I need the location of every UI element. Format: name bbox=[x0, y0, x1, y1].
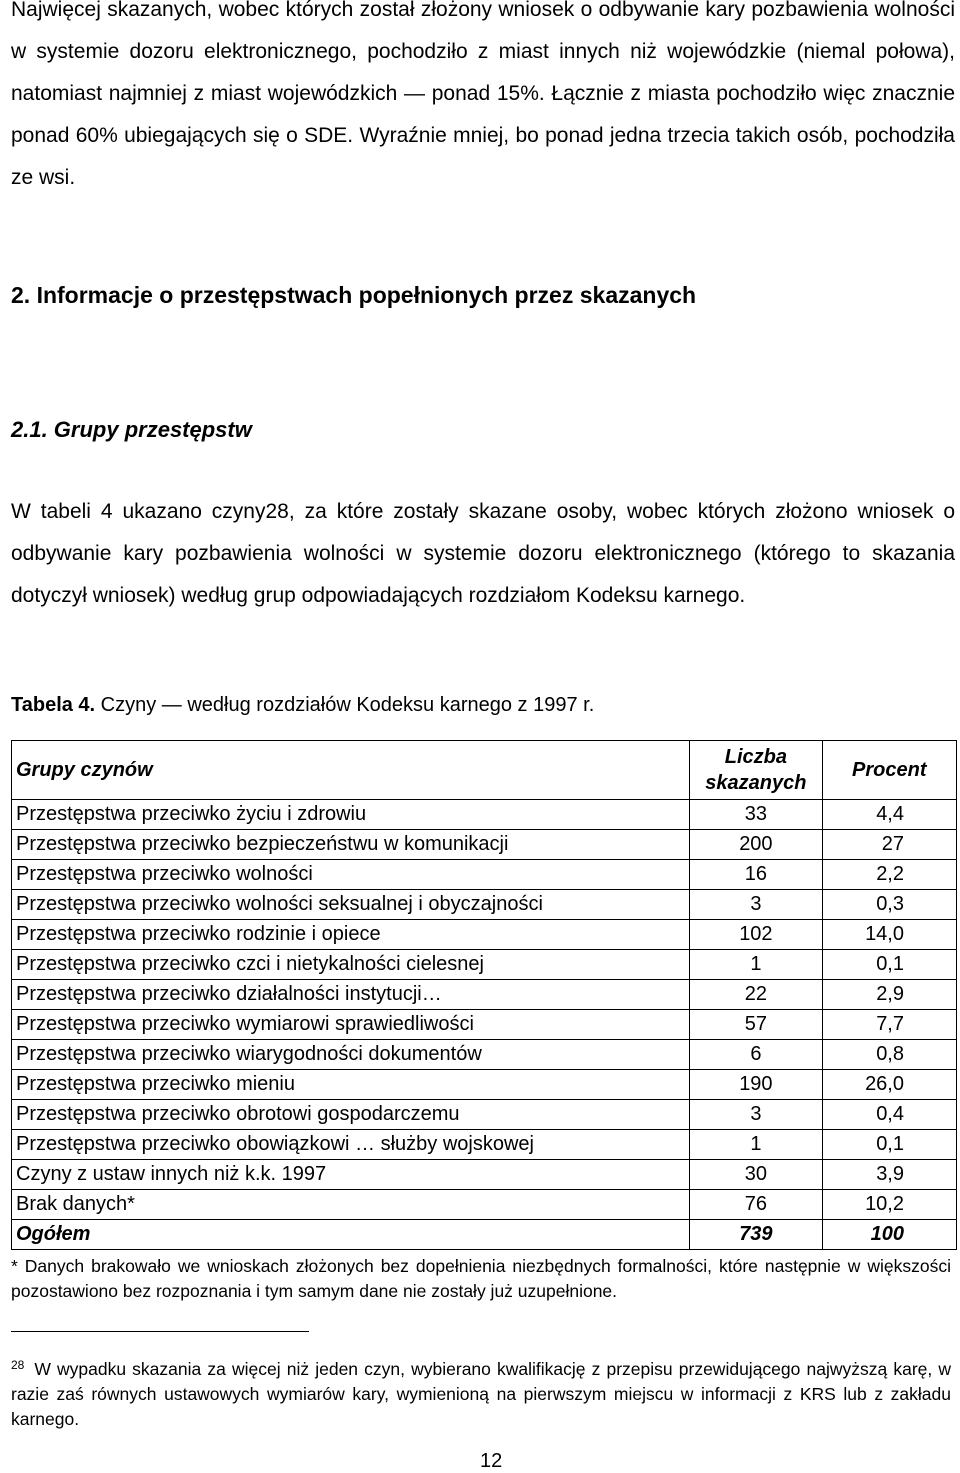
cell-percent: 0,3 bbox=[822, 890, 956, 920]
table-row bbox=[12, 1190, 957, 1220]
cell-count: 33 bbox=[690, 800, 822, 830]
cell-group: Przestępstwa przeciwko życiu i zdrowiu bbox=[12, 800, 690, 830]
table-header-row bbox=[12, 741, 957, 800]
table-row bbox=[12, 950, 957, 980]
cell-group: Przestępstwa przeciwko obrotowi gospodarczemu bbox=[12, 1100, 690, 1130]
header-group: Grupy czynów bbox=[12, 741, 690, 800]
table-note: * Danych brakowało we wnioskach złożonych bez dopełnienia niezbędnych formalności, które następnie w większości pozostawiono bez rozpoznania i tym samym dane nie zostały już uzupełnione. bbox=[11, 1256, 951, 1301]
cell-group: Przestępstwa przeciwko czci i nietykalności cielesnej bbox=[12, 950, 690, 980]
footnote-number: 28 bbox=[11, 1358, 25, 1372]
cell-percent: 3,9 bbox=[822, 1160, 956, 1190]
subsection-heading: 2.1. Grupy przestępstw bbox=[11, 417, 252, 442]
table-row bbox=[12, 1040, 957, 1070]
cell-group: Przestępstwa przeciwko rodzinie i opiece bbox=[12, 920, 690, 950]
cell-group: Ogółem bbox=[12, 1220, 690, 1250]
cell-percent: 0,8 bbox=[822, 1040, 956, 1070]
intro-paragraph: Najwięcej skazanych, wobec których został złożony wniosek o odbywanie kary pozbawienia wolności w systemie dozoru elektronicznego, pochodziło z miast innych niż wojewódzkie (niemal połowa), natomiast najmniej z miast wojewódzkich — ponad 15%. Łącznie z miasta pochodziło więc znacznie ponad 60% ubiegających się o SDE. Wyraźnie mniej, bo ponad jedna trzecia takich osób, pochodziła ze wsi. bbox=[11, 0, 955, 189]
cell-percent: 2,9 bbox=[822, 980, 956, 1010]
table-caption-text: Czyny — według rozdziałów Kodeksu karnego z 1997 r. bbox=[95, 694, 595, 716]
footnote-divider bbox=[11, 1331, 309, 1332]
cell-group: Brak danych* bbox=[12, 1190, 690, 1220]
table-row bbox=[12, 1130, 957, 1160]
cell-percent: 7,7 bbox=[822, 1010, 956, 1040]
cell-count: 30 bbox=[690, 1160, 822, 1190]
table-row bbox=[12, 980, 957, 1010]
footnote bbox=[11, 1357, 951, 1432]
table-row bbox=[12, 1010, 957, 1040]
cell-count: 76 bbox=[690, 1190, 822, 1220]
cell-count: 3 bbox=[690, 890, 822, 920]
cell-group: Przestępstwa przeciwko wolności seksualnej i obyczajności bbox=[12, 890, 690, 920]
cell-group: Przestępstwa przeciwko mieniu bbox=[12, 1070, 690, 1100]
cell-group: Przestępstwa przeciwko działalności instytucji… bbox=[12, 980, 690, 1010]
cell-count: 102 bbox=[690, 920, 822, 950]
table-total-row bbox=[12, 1220, 957, 1250]
cell-percent: 2,2 bbox=[822, 860, 956, 890]
cell-percent: 100 bbox=[822, 1220, 956, 1250]
cell-count: 200 bbox=[690, 830, 822, 860]
cell-count: 3 bbox=[690, 1100, 822, 1130]
cell-count: 6 bbox=[690, 1040, 822, 1070]
cell-group: Przestępstwa przeciwko wolności bbox=[12, 860, 690, 890]
cell-percent: 26,0 bbox=[822, 1070, 956, 1100]
table-body bbox=[12, 800, 957, 1250]
table-row bbox=[12, 1100, 957, 1130]
header-count-line2: skazanych bbox=[705, 772, 807, 794]
cell-count: 739 bbox=[690, 1220, 822, 1250]
cell-count: 22 bbox=[690, 980, 822, 1010]
cell-percent: 0,1 bbox=[822, 1130, 956, 1160]
cell-percent: 27 bbox=[822, 830, 956, 860]
cell-group: Przestępstwa przeciwko obowiązkowi … służby wojskowej bbox=[12, 1130, 690, 1160]
table-caption-label: Tabela 4. bbox=[11, 694, 96, 716]
header-count-line1: Liczba bbox=[724, 746, 787, 768]
cell-count: 190 bbox=[690, 1070, 822, 1100]
table-row bbox=[12, 860, 957, 890]
table-row bbox=[12, 1160, 957, 1190]
cell-count: 1 bbox=[690, 1130, 822, 1160]
cell-group: Czyny z ustaw innych niż k.k. 1997 bbox=[12, 1160, 690, 1190]
table-row bbox=[12, 830, 957, 860]
table-caption bbox=[11, 694, 594, 717]
cell-group: Przestępstwa przeciwko bezpieczeństwu w komunikacji bbox=[12, 830, 690, 860]
table-row bbox=[12, 800, 957, 830]
table-row bbox=[12, 920, 957, 950]
cell-count: 1 bbox=[690, 950, 822, 980]
footnote-text: W wypadku skazania za więcej niż jeden czyn, wybierano kwalifikację z przepisu przewidującego najwyższą karę, w razie zaś równych ustawowych wymiarów kary, wymienioną na pierwszym miejscu w informacji z KRS lub z zakładu karnego. bbox=[11, 1359, 951, 1429]
header-count bbox=[690, 741, 822, 800]
table-row bbox=[12, 890, 957, 920]
table-row bbox=[12, 1070, 957, 1100]
cell-count: 16 bbox=[690, 860, 822, 890]
page-number: 12 bbox=[480, 1450, 503, 1472]
cell-percent: 0,1 bbox=[822, 950, 956, 980]
section-heading: 2. Informacje o przestępstwach popełnionych przez skazanych bbox=[11, 282, 697, 308]
body-paragraph: W tabeli 4 ukazano czyny28, za które zostały skazane osoby, wobec których złożono wniosek o odbywanie kary pozbawienia wolności w systemie dozoru elektronicznego (którego to skazania dotyczył wniosek) według grup odpowiadających rozdziałom Kodeksu karnego. bbox=[11, 500, 955, 607]
cell-group: Przestępstwa przeciwko wymiarowi sprawiedliwości bbox=[12, 1010, 690, 1040]
cell-percent: 14,0 bbox=[822, 920, 956, 950]
cell-percent: 0,4 bbox=[822, 1100, 956, 1130]
cell-percent: 10,2 bbox=[822, 1190, 956, 1220]
cell-percent: 4,4 bbox=[822, 800, 956, 830]
cell-group: Przestępstwa przeciwko wiarygodności dokumentów bbox=[12, 1040, 690, 1070]
offences-table bbox=[11, 740, 957, 1250]
header-percent: Procent bbox=[822, 741, 956, 800]
cell-count: 57 bbox=[690, 1010, 822, 1040]
